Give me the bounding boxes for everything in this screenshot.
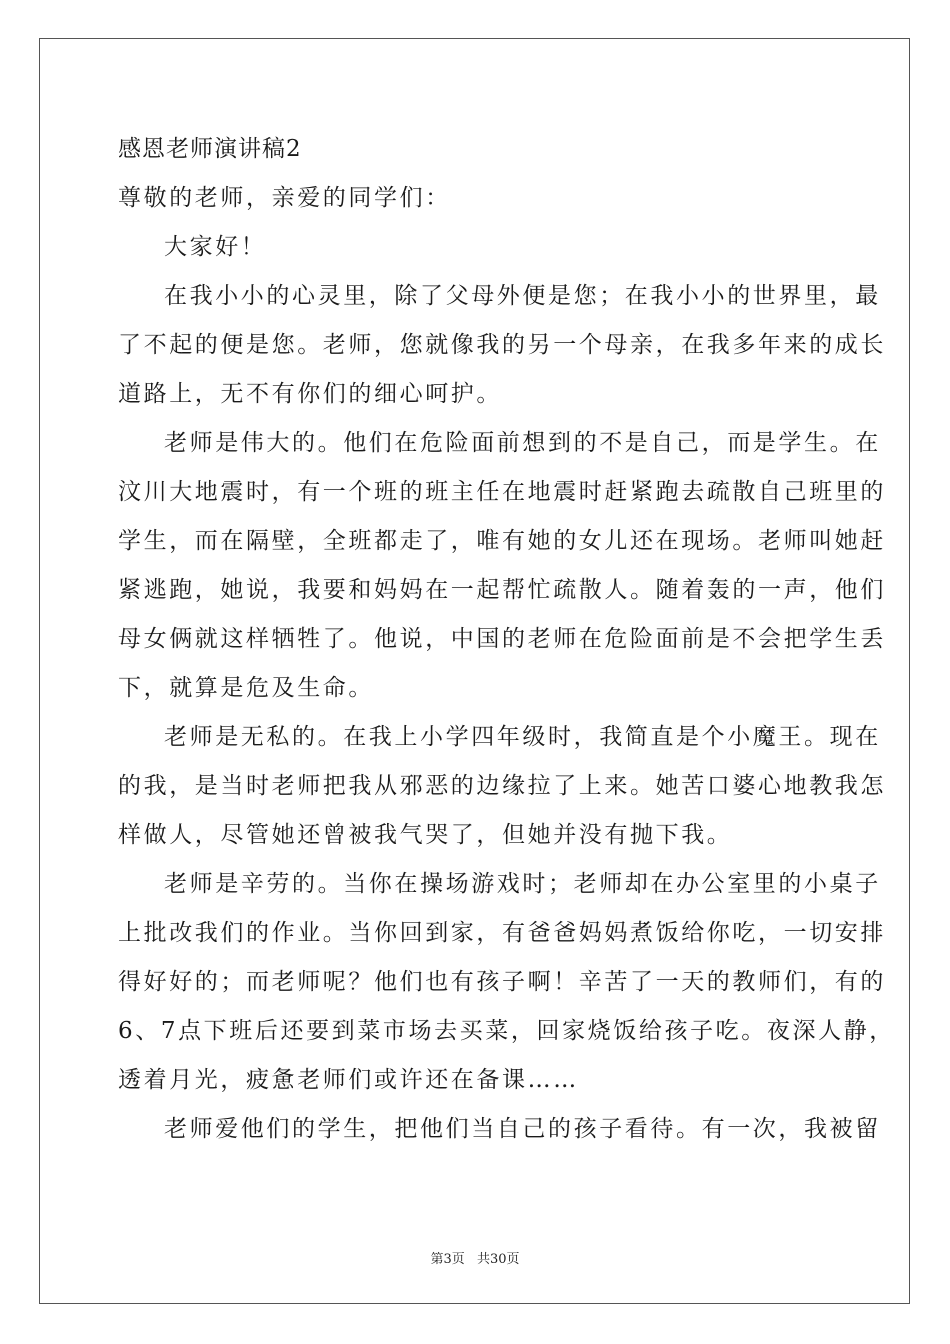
paragraph-line: 老师是伟大的。他们在危险面前想到的不是自己，而是学生。在: [164, 430, 881, 456]
page-total: 共30页: [476, 1252, 520, 1267]
paragraph-line: 汶川大地震时，有一个班的班主任在地震时赶紧跑去疏散自己班里的: [118, 479, 886, 505]
paragraph-line: 道路上，无不有你们的细心呵护。: [118, 381, 502, 407]
document-body: [118, 126, 895, 1154]
greeting: 大家好！: [164, 234, 267, 260]
paragraph-line: 学生，而在隔壁，全班都走了，唯有她的女儿还在现场。老师叫她赶: [118, 528, 886, 554]
paragraph-line: 上批改我们的作业。当你回到家，有爸爸妈妈煮饭给你吃，一切安排: [118, 920, 886, 946]
page-number: 第3页: [430, 1252, 465, 1267]
paragraph-line: 样做人，尽管她还曾被我气哭了，但她并没有抛下我。: [118, 822, 733, 848]
paragraph-line: 在我小小的心灵里，除了父母外便是您；在我小小的世界里，最: [164, 283, 881, 309]
paragraph-line: 母女俩就这样牺牲了。他说，中国的老师在危险面前是不会把学生丢: [118, 626, 886, 652]
paragraph-line: 紧逃跑，她说，我要和妈妈在一起帮忙疏散人。随着轰的一声，他们: [118, 577, 886, 603]
paragraph-line: 老师爱他们的学生，把他们当自己的孩子看待。有一次，我被留: [164, 1116, 881, 1142]
paragraph: [118, 1105, 881, 1154]
page-footer: [0, 1248, 950, 1267]
paragraph-line: 下，就算是危及生命。: [118, 675, 374, 701]
paragraph-line: 6、7点下班后还要到菜市场去买菜，回家烧饭给孩子吃。夜深人静，: [118, 1018, 895, 1044]
paragraph: [118, 860, 895, 1105]
paragraph-line: 的我，是当时老师把我从邪恶的边缘拉了上来。她苦口婆心地教我怎: [118, 773, 886, 799]
paragraph-line: 了不起的便是您。老师，您就像我的另一个母亲，在我多年来的成长: [118, 332, 886, 358]
salutation: 尊敬的老师，亲爱的同学们：: [118, 185, 451, 211]
paragraph: [118, 713, 886, 860]
paragraph-line: 老师是辛劳的。当你在操场游戏时；老师却在办公室里的小桌子: [164, 871, 881, 897]
paragraph: [118, 419, 886, 713]
paragraph-line: 得好好的；而老师呢？他们也有孩子啊！辛苦了一天的教师们，有的: [118, 969, 886, 995]
paragraph: [118, 272, 886, 419]
paragraph-line: 透着月光，疲惫老师们或许还在备课……: [118, 1067, 579, 1093]
document-title: 感恩老师演讲稿2: [118, 136, 302, 162]
paragraph-line: 老师是无私的。在我上小学四年级时，我简直是个小魔王。现在: [164, 724, 881, 750]
